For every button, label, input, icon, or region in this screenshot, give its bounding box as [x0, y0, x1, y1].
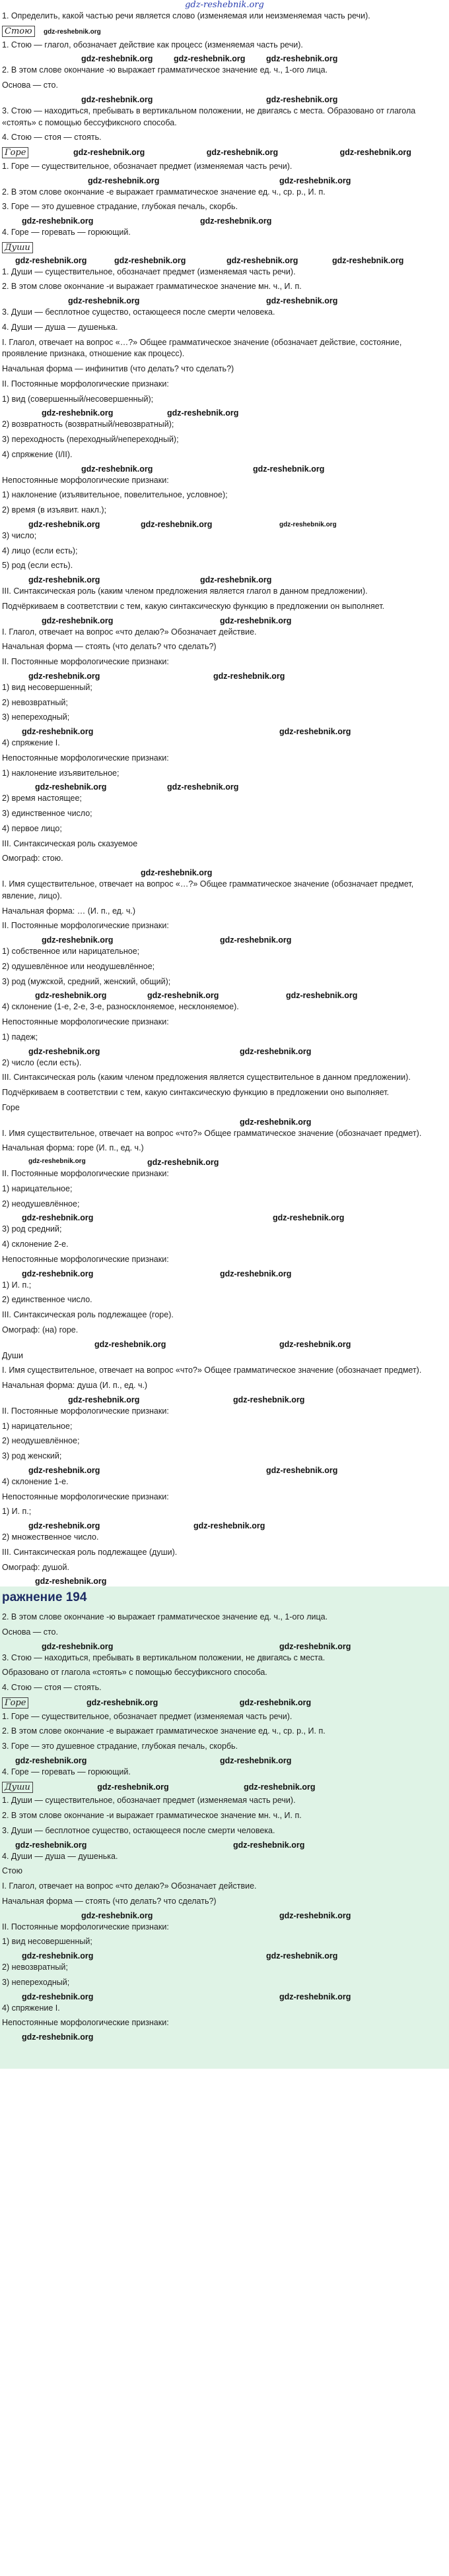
- text-line: II. Постоянные морфологические признаки:: [2, 921, 169, 931]
- watermark: gdz-reshebnik.org: [339, 148, 411, 157]
- text-line: Горе: [2, 1102, 20, 1112]
- top-watermark: gdz-reshebnik.org: [185, 0, 264, 10]
- watermark: gdz-reshebnik.org: [141, 519, 213, 529]
- text-line: 3. Горе — это душевное страдание, глубокая печаль, скорбь.: [2, 1742, 238, 1751]
- watermark: gdz-reshebnik.org: [86, 1697, 158, 1707]
- text-line: III. Синтаксическая роль сказуемое: [2, 838, 138, 848]
- watermark: gdz-reshebnik.org: [279, 727, 351, 736]
- text-line: 1. Души — существительное, обозначает предмет (изменяемая часть речи).: [2, 267, 296, 276]
- watermark: gdz-reshebnik.org: [266, 54, 338, 64]
- text-line: 3) непереходный;: [2, 712, 70, 722]
- watermark: gdz-reshebnik.org: [220, 1269, 292, 1278]
- text-line: 3) единственное число;: [2, 809, 92, 818]
- watermark: gdz-reshebnik.org: [44, 28, 101, 36]
- text-line: 2) время настоящее;: [2, 794, 82, 803]
- text-line: III. Синтаксическая роль подлежащее (горе).: [2, 1310, 174, 1319]
- watermark: gdz-reshebnik.org: [42, 1641, 114, 1651]
- text-line: 2. В этом слове окончание -е выражает грамматическое значение ед. ч., ср. р., И. п.: [2, 1726, 326, 1736]
- text-line: 1. Стою — глагол, обозначает действие как процесс (изменяемая часть речи).: [2, 40, 303, 49]
- text-line: Начальная форма — стоять (что делать? что сделать?): [2, 642, 217, 652]
- exercise-heading: ражнение 194: [2, 1590, 87, 1605]
- text-line: Стою: [2, 1866, 22, 1876]
- watermark: gdz-reshebnik.org: [147, 991, 219, 1001]
- watermark: gdz-reshebnik.org: [279, 1641, 351, 1651]
- watermark: gdz-reshebnik.org: [28, 1465, 100, 1475]
- text-line: 1. Горе — существительное, обозначает предмет (изменяемая часть речи).: [2, 161, 293, 171]
- text-line: 1) вид (совершенный/несовершенный);: [2, 394, 154, 404]
- text-line: Начальная форма: душа (И. п., ед. ч.): [2, 1381, 148, 1390]
- text-line: 2. В этом слове окончание -и выражает грамматическое значение мн. ч., И. п.: [2, 1811, 302, 1821]
- watermark: gdz-reshebnik.org: [22, 1951, 94, 1961]
- text-line: 4) склонение 2-е.: [2, 1240, 69, 1249]
- watermark: gdz-reshebnik.org: [88, 175, 160, 185]
- watermark: gdz-reshebnik.org: [253, 464, 325, 474]
- text-line: II. Постоянные морфологические признаки:: [2, 379, 169, 389]
- watermark: gdz-reshebnik.org: [28, 671, 100, 681]
- text-line: Подчёркиваем в соответствии с тем, какую синтаксическую функцию в предложении он выполняет.: [2, 601, 385, 611]
- watermark: gdz-reshebnik.org: [220, 615, 292, 625]
- text-line: 3) род (мужской, средний, женский, общий);: [2, 976, 171, 986]
- boxed-word-row: [2, 1781, 445, 1795]
- watermark: gdz-reshebnik.org: [35, 991, 107, 1001]
- watermark: gdz-reshebnik.org: [279, 175, 351, 185]
- text-line: 4. Горе — горевать — горюющий.: [2, 1767, 131, 1776]
- text-line: Начальная форма: горе (И. п., ед. ч.): [2, 1143, 144, 1153]
- text-line: 3) род женский;: [2, 1451, 62, 1461]
- text-line: I. Глагол, отвечает на вопрос «…?» Общее грамматическое значение (обозначает действие, состояние, проявление признака, отношение как процесс).: [2, 337, 402, 359]
- text-line: 4. Души — душа — душенька.: [2, 322, 118, 332]
- watermark: gdz-reshebnik.org: [279, 1910, 351, 1920]
- text-line: 3) род средний;: [2, 1224, 62, 1234]
- text-line: Непостоянные морфологические признаки:: [2, 1254, 169, 1264]
- text-line: II. Постоянные морфологические признаки:: [2, 1406, 169, 1416]
- watermark: gdz-reshebnik.org: [200, 575, 272, 584]
- watermark: gdz-reshebnik.org: [266, 94, 338, 104]
- watermark: gdz-reshebnik.org: [35, 1577, 107, 1586]
- text-line: 1. Горе — существительное, обозначает предмет (изменяемая часть речи).: [2, 1711, 293, 1721]
- watermark: gdz-reshebnik.org: [240, 1117, 312, 1127]
- text-line: 4) первое лицо;: [2, 823, 62, 833]
- text-line: 4. Души — душа — душенька.: [2, 1851, 118, 1861]
- watermark: gdz-reshebnik.org: [68, 296, 140, 305]
- watermark: gdz-reshebnik.org: [200, 216, 272, 226]
- watermark: gdz-reshebnik.org: [167, 782, 239, 792]
- text-line: 2. В этом слове окончание -ю выражает грамматическое значение ед. ч., 1-ого лица.: [2, 1612, 328, 1622]
- section-answer-main: [0, 10, 449, 1586]
- text-line: I. Имя существительное, отвечает на вопрос «что?» Общее грамматическое значение (обозначает предмет).: [2, 1366, 422, 1375]
- text-line: 1) наклонение изъявительное;: [2, 768, 120, 778]
- watermark: gdz-reshebnik.org: [220, 1755, 292, 1765]
- text-line: Начальная форма — стоять (что делать? что сделать?): [2, 1896, 217, 1906]
- watermark: gdz-reshebnik.org: [81, 1910, 153, 1920]
- watermark: gdz-reshebnik.org: [213, 671, 285, 681]
- text-line: I. Имя существительное, отвечает на вопрос «…?» Общее грамматическое значение (обозначает предмет, явление, лицо).: [2, 879, 414, 900]
- text-line: 4) спряжение I.: [2, 2003, 60, 2013]
- text-line: II. Постоянные морфологические признаки:: [2, 1922, 169, 1932]
- watermark: gdz-reshebnik.org: [244, 1782, 316, 1792]
- text-line: 1) падеж;: [2, 1032, 38, 1042]
- text-line: Души: [2, 1350, 24, 1360]
- watermark: gdz-reshebnik.org: [174, 54, 246, 64]
- watermark: gdz-reshebnik.org: [279, 1339, 351, 1349]
- text-line: Основа — сто.: [2, 80, 58, 90]
- text-line: 4) склонение 1-е.: [2, 1476, 69, 1486]
- text-line: 3) непереходный;: [2, 1977, 70, 1987]
- text-line: 3. Горе — это душевное страдание, глубокая печаль, скорбь.: [2, 202, 238, 212]
- text-line: 3. Стою — находиться, пребывать в вертикальном положении, не двигаясь с места. Образовано от глагола «стоять» с помощью бессуфиксного способа.: [2, 106, 416, 127]
- text-line: 2) время (в изъявит. накл.);: [2, 505, 107, 515]
- text-line: 4) спряжение I.: [2, 738, 60, 747]
- text-line: Непостоянные морфологические признаки:: [2, 1492, 169, 1501]
- text-line: 1) вид несовершенный;: [2, 1937, 92, 1947]
- text-line: 2) неодушевлённое;: [2, 1199, 80, 1209]
- text-line: 1) И. п.;: [2, 1280, 32, 1290]
- text-line: 4) спряжение (I/II).: [2, 449, 73, 459]
- text-line: Начальная форма: … (И. п., ед. ч.): [2, 906, 136, 916]
- boxed-word-row: [2, 25, 445, 39]
- text-line: 2) число (если есть).: [2, 1057, 82, 1067]
- text-line: Непостоянные морфологические признаки:: [2, 475, 169, 485]
- boxed-word: Горе: [2, 1697, 28, 1709]
- text-line: 1) вид несовершенный;: [2, 682, 92, 692]
- text-line: 2) возвратность (возвратный/невозвратный);: [2, 420, 174, 429]
- text-line: 1) нарицательное;: [2, 1421, 73, 1431]
- text-line: 3) число;: [2, 530, 37, 540]
- watermark: gdz-reshebnik.org: [81, 94, 153, 104]
- watermark: gdz-reshebnik.org: [266, 1465, 338, 1475]
- text-line: Омограф: душой.: [2, 1562, 69, 1572]
- watermark: gdz-reshebnik.org: [97, 1782, 169, 1792]
- watermark: gdz-reshebnik.org: [73, 148, 145, 157]
- text-line: Основа — сто.: [2, 1627, 58, 1637]
- text-line: III. Синтаксическая роль (каким членом предложения является глагол в данном предложении).: [2, 586, 368, 596]
- text-line: III. Синтаксическая роль подлежащее (души).: [2, 1547, 178, 1557]
- watermark: gdz-reshebnik.org: [15, 255, 87, 265]
- text-line: Подчёркиваем в соответствии с тем, какую синтаксическую функцию в предложении оно выполняет.: [2, 1088, 390, 1097]
- text-line: I. Имя существительное, отвечает на вопрос «что?» Общее грамматическое значение (обозначает предмет).: [2, 1128, 422, 1138]
- watermark: gdz-reshebnik.org: [226, 255, 298, 265]
- watermark: gdz-reshebnik.org: [42, 408, 114, 418]
- watermark: gdz-reshebnik.org: [279, 1992, 351, 2001]
- text-line: Образовано от глагола «стоять» с помощью бессуфиксного способа.: [2, 1668, 267, 1678]
- watermark: gdz-reshebnik.org: [81, 54, 153, 64]
- watermark: gdz-reshebnik.org: [68, 1395, 140, 1404]
- watermark: gdz-reshebnik.org: [28, 1046, 100, 1056]
- watermark: gdz-reshebnik.org: [22, 2032, 94, 2042]
- text-line: 1. Души — существительное, обозначает предмет (изменяемая часть речи).: [2, 1796, 296, 1806]
- watermark: gdz-reshebnik.org: [273, 1213, 345, 1223]
- boxed-word-row: [2, 146, 445, 160]
- watermark: gdz-reshebnik.org: [167, 408, 239, 418]
- text-line: Омограф: стою.: [2, 854, 63, 864]
- text-line: 1) нарицательное;: [2, 1183, 73, 1193]
- text-line: 4. Горе — горевать — горюющий.: [2, 228, 131, 237]
- text-line: 2) одушевлённое или неодушевлённое;: [2, 961, 155, 971]
- watermark: gdz-reshebnik.org: [147, 1158, 219, 1167]
- text-line: Омограф: (на) горе.: [2, 1325, 79, 1335]
- watermark: gdz-reshebnik.org: [94, 1339, 166, 1349]
- watermark: gdz-reshebnik.org: [141, 868, 213, 877]
- watermark: gdz-reshebnik.org: [279, 520, 337, 528]
- boxed-word-row: [2, 241, 445, 255]
- watermark: gdz-reshebnik.org: [239, 1697, 312, 1707]
- text-line: 4. Стою — стоя — стоять.: [2, 133, 102, 142]
- text-line: Начальная форма — инфинитив (что делать? что сделать?): [2, 364, 234, 373]
- boxed-word: Души: [2, 1782, 33, 1793]
- text-line: Непостоянные морфологические признаки:: [2, 1017, 169, 1026]
- text-line: 2) невозвратный;: [2, 1963, 68, 1972]
- watermark: gdz-reshebnik.org: [233, 1395, 305, 1404]
- boxed-word: Горе: [2, 147, 28, 158]
- watermark: gdz-reshebnik.org: [286, 991, 358, 1001]
- boxed-word: Души: [2, 242, 33, 253]
- watermark: gdz-reshebnik.org: [28, 575, 100, 584]
- text-line: 3. Души — бесплотное существо, остающееся после смерти человека.: [2, 1825, 275, 1835]
- text-line: III. Синтаксическая роль (каким членом предложения является существительное в данном предложении).: [2, 1073, 411, 1083]
- watermark: gdz-reshebnik.org: [114, 255, 186, 265]
- text-line: 2) невозвратный;: [2, 697, 68, 707]
- text-line: 1) собственное или нарицательное;: [2, 947, 140, 956]
- watermark: gdz-reshebnik.org: [42, 935, 114, 945]
- text-line: II. Постоянные морфологические признаки:: [2, 657, 169, 666]
- text-line: 2) множественное число.: [2, 1532, 99, 1542]
- boxed-word: Стою: [2, 26, 35, 37]
- text-line: 5) род (если есть).: [2, 561, 73, 571]
- text-line: Непостоянные морфологические признаки:: [2, 753, 169, 763]
- watermark: gdz-reshebnik.org: [42, 615, 114, 625]
- text-line: 3) переходность (переходный/непереходный);: [2, 435, 179, 444]
- text-line: 4. Стою — стоя — стоять.: [2, 1683, 102, 1693]
- boxed-word-row: [2, 1697, 445, 1711]
- text-line: II. Постоянные морфологические признаки:: [2, 1169, 169, 1178]
- text-line: 2. В этом слове окончание -ю выражает грамматическое значение ед. ч., 1-ого лица.: [2, 65, 328, 75]
- watermark: gdz-reshebnik.org: [22, 216, 94, 226]
- task-line: 1. Определить, какой частью речи является слово (изменяемая или неизменяемая часть речи).: [2, 11, 370, 20]
- text-line: 4) склонение (1-е, 2-е, 3-е, разносклоняемое, несклоняемое).: [2, 1002, 239, 1012]
- text-line: 2. В этом слове окончание -е выражает грамматическое значение ед. ч., ср. р., И. п.: [2, 187, 326, 197]
- watermark: gdz-reshebnik.org: [28, 1521, 100, 1530]
- watermark: gdz-reshebnik.org: [266, 1951, 338, 1961]
- watermark: gdz-reshebnik.org: [332, 255, 404, 265]
- watermark: gdz-reshebnik.org: [81, 464, 153, 474]
- watermark: gdz-reshebnik.org: [22, 727, 94, 736]
- watermark: gdz-reshebnik.org: [22, 1269, 94, 1278]
- watermark: gdz-reshebnik.org: [28, 1158, 86, 1165]
- text-line: 3. Стою — находиться, пребывать в вертикальном положении, не двигаясь с места.: [2, 1652, 326, 1662]
- watermark: gdz-reshebnik.org: [35, 782, 107, 792]
- text-line: Непостоянные морфологические признаки:: [2, 2018, 169, 2028]
- watermark: gdz-reshebnik.org: [15, 1755, 87, 1765]
- watermark: gdz-reshebnik.org: [233, 1840, 305, 1850]
- text-line: 3. Души — бесплотное существо, остающееся после смерти человека.: [2, 307, 275, 317]
- section-exercise-194: [0, 1586, 449, 2069]
- watermark: gdz-reshebnik.org: [15, 1840, 87, 1850]
- watermark: gdz-reshebnik.org: [28, 519, 100, 529]
- text-line: I. Глагол, отвечает на вопрос «что делаю?» Обозначает действие.: [2, 627, 257, 637]
- watermark: gdz-reshebnik.org: [206, 148, 279, 157]
- watermark: gdz-reshebnik.org: [22, 1992, 94, 2001]
- text-line: 2. В этом слове окончание -и выражает грамматическое значение мн. ч., И. п.: [2, 282, 302, 292]
- text-line: 1) наклонение (изъявительное, повелительное, условное);: [2, 490, 228, 500]
- text-line: I. Глагол, отвечает на вопрос «что делаю?» Обозначает действие.: [2, 1881, 257, 1891]
- watermark: gdz-reshebnik.org: [266, 296, 338, 305]
- text-line: 4) лицо (если есть);: [2, 546, 78, 555]
- text-line: 1) И. п.;: [2, 1507, 32, 1517]
- watermark: gdz-reshebnik.org: [220, 935, 292, 945]
- watermark: gdz-reshebnik.org: [193, 1521, 265, 1530]
- watermark: gdz-reshebnik.org: [240, 1046, 312, 1056]
- text-line: 2) неодушевлённое;: [2, 1436, 80, 1446]
- watermark: gdz-reshebnik.org: [22, 1213, 94, 1223]
- text-line: 2) единственное число.: [2, 1295, 92, 1305]
